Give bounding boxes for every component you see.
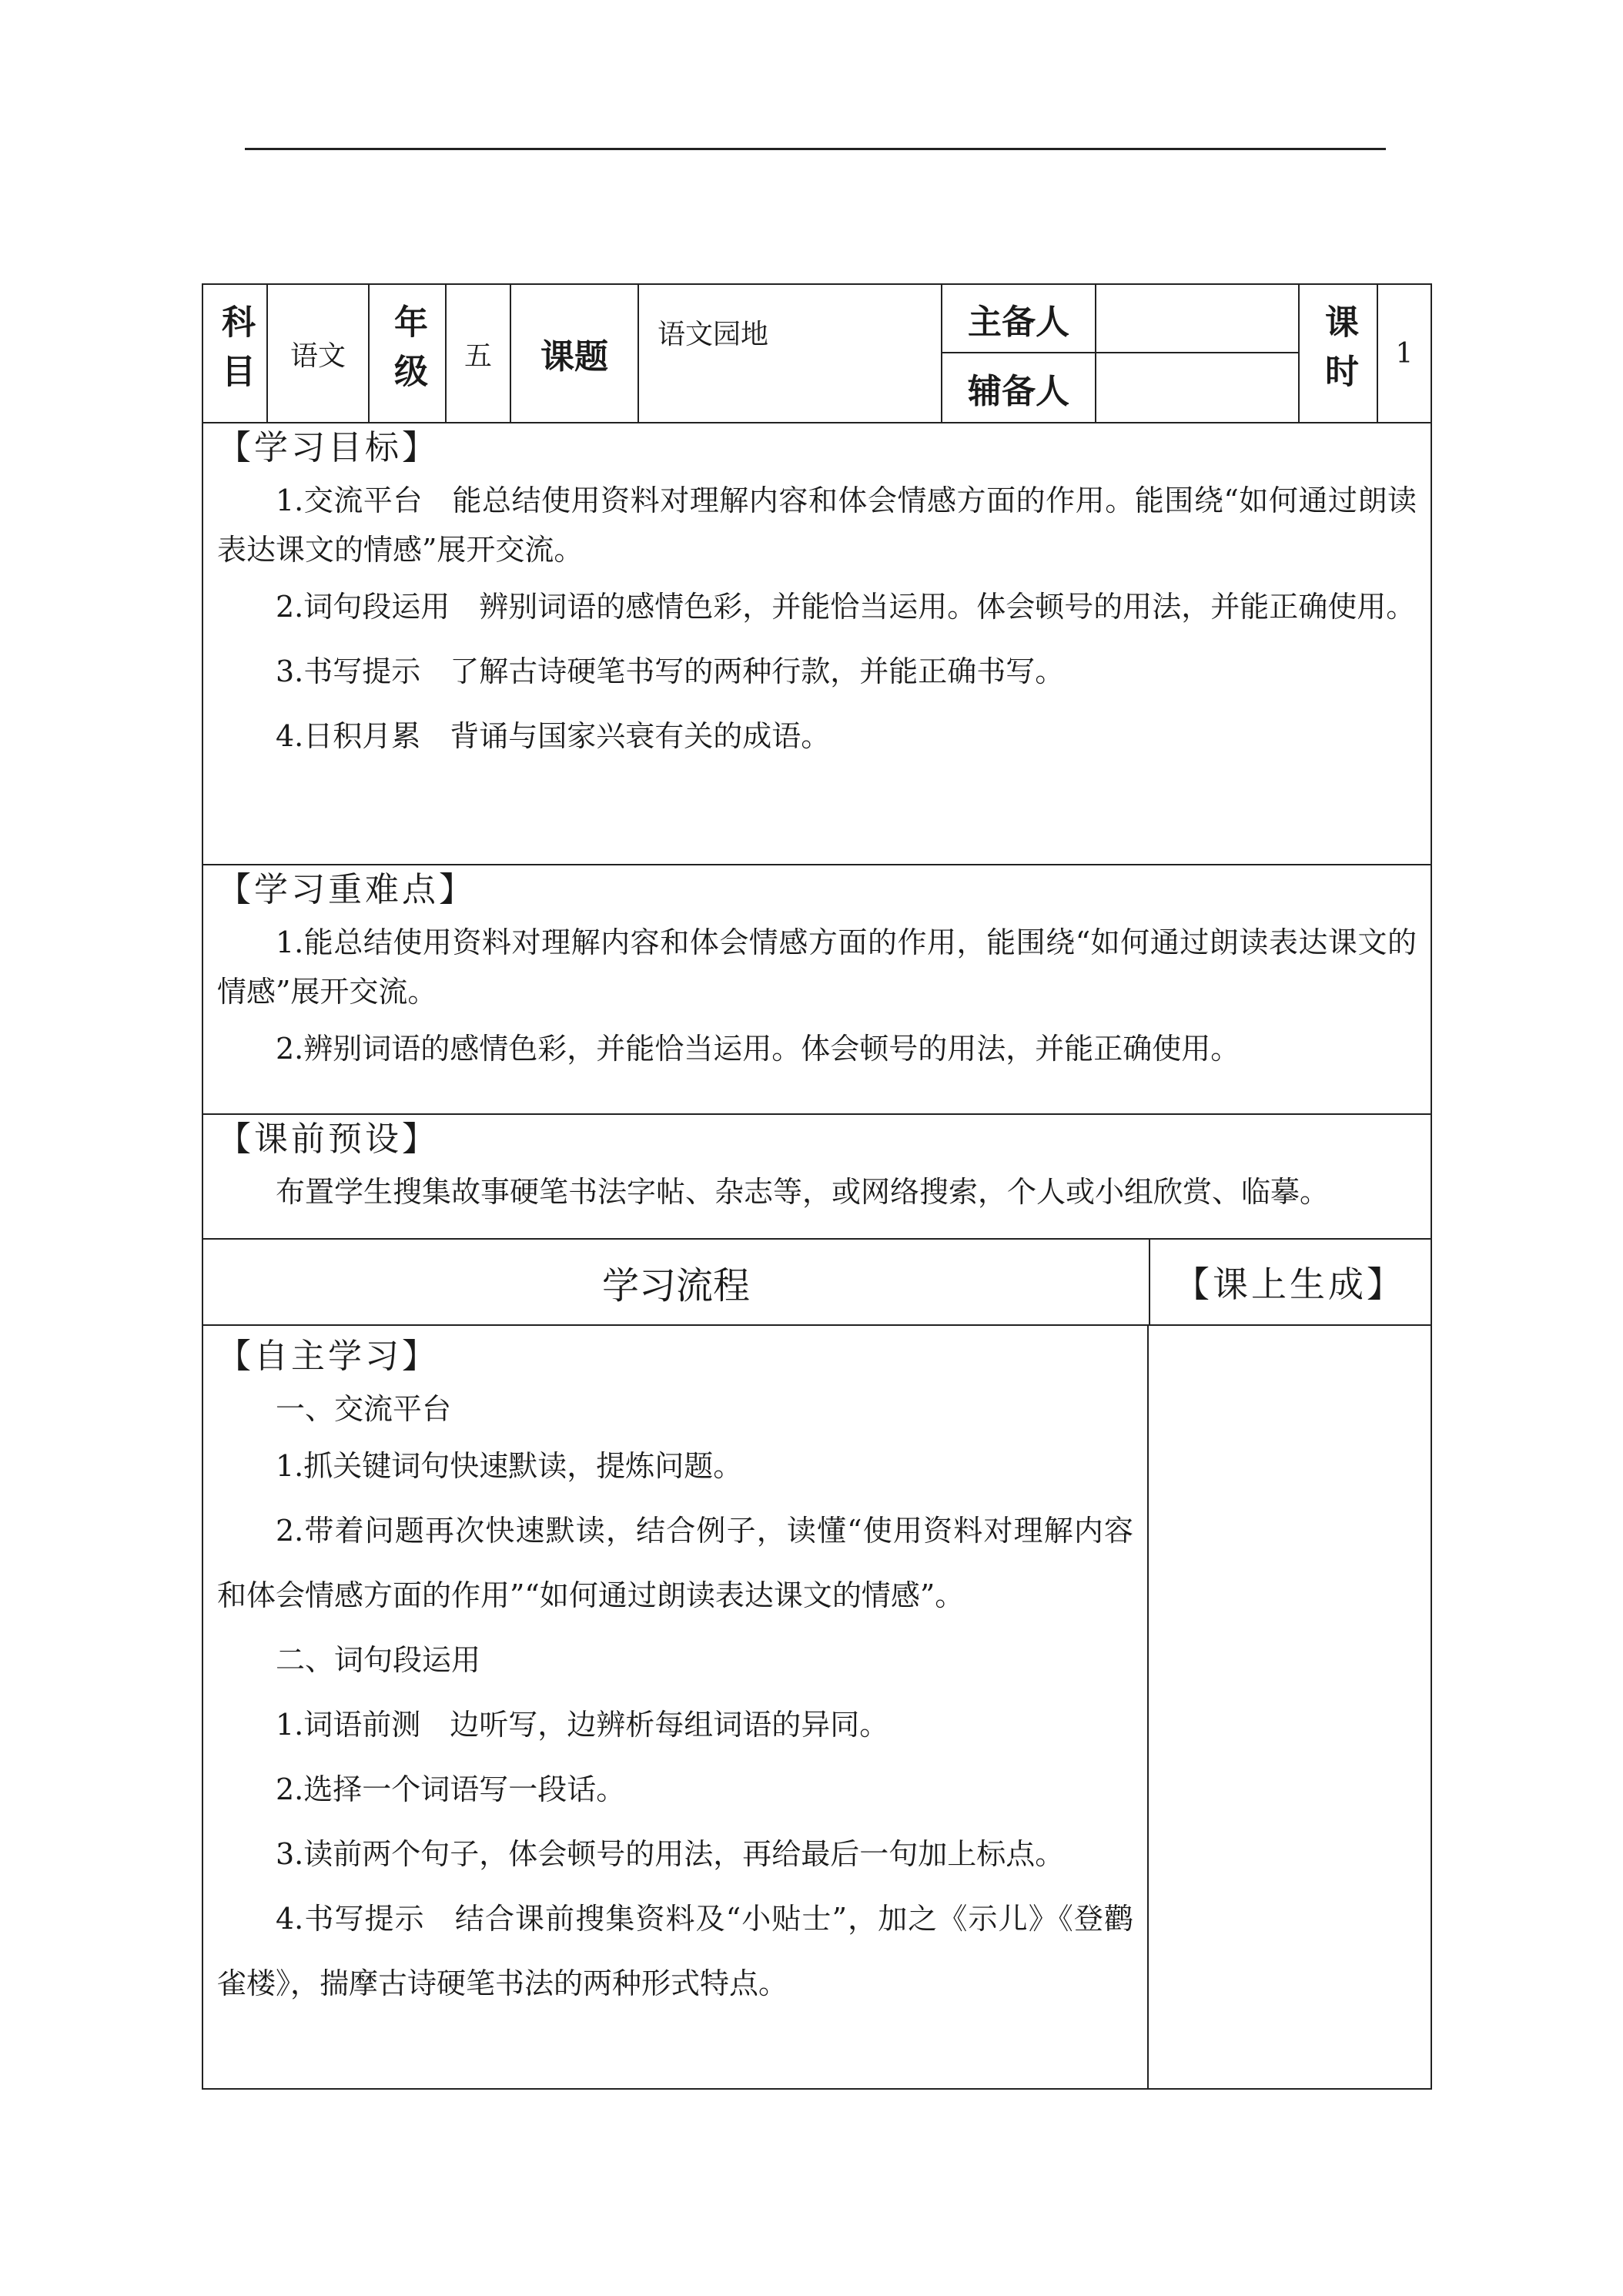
flow-line: 2.带着问题再次快速默读，结合例子，读懂“使用资料对理解内容和体会情感方面的作用”“如何通过朗读表达课文的情感”。 bbox=[217, 1514, 1133, 1612]
period-label: 课时 bbox=[1319, 304, 1358, 403]
preclass-title: 【课前预设】 bbox=[217, 1120, 439, 1159]
key-point-item: 2.辨别词语的感情色彩，并能恰当运用。体会顿号的用法，并能正确使用。 bbox=[276, 1032, 1240, 1066]
grade-label: 年级 bbox=[388, 304, 427, 403]
learning-goal-item: 4.日积月累 背诵与国家兴衰有关的成语。 bbox=[276, 719, 831, 753]
flow-body bbox=[202, 1324, 1432, 2090]
subject-label-cell bbox=[203, 285, 268, 422]
learning-goals-section bbox=[202, 423, 1432, 865]
self-study-column bbox=[203, 1326, 1149, 2088]
assist-preparer-value-cell bbox=[1096, 353, 1298, 422]
flow-line: 二、词句段运用 bbox=[276, 1643, 481, 1677]
topic-label-cell bbox=[511, 285, 639, 422]
flow-line: 2.选择一个词语写一段话。 bbox=[276, 1772, 626, 1806]
subject-value: 语文 bbox=[289, 340, 346, 372]
period-value: 1 bbox=[1395, 337, 1414, 370]
generation-title: 【课上生成】 bbox=[1174, 1263, 1405, 1305]
assist-preparer-label-cell bbox=[942, 353, 1095, 422]
main-preparer-label: 主备人 bbox=[968, 302, 1069, 342]
self-study-title: 【自主学习】 bbox=[217, 1337, 439, 1376]
period-value-cell bbox=[1378, 285, 1431, 422]
preclass-text: 布置学生搜集故事硬笔书法字帖、杂志等，或网络搜索，个人或小组欣赏、临摹。 bbox=[276, 1175, 1330, 1209]
preparer-value-cell bbox=[1096, 285, 1300, 422]
grade-value-cell bbox=[447, 285, 511, 422]
assist-preparer-label: 辅备人 bbox=[968, 371, 1069, 411]
lesson-info-row bbox=[202, 283, 1432, 423]
key-points-title: 【学习重难点】 bbox=[217, 870, 476, 909]
preclass-section bbox=[202, 1113, 1432, 1240]
header-rule bbox=[245, 148, 1386, 150]
key-points-section bbox=[202, 864, 1432, 1115]
flow-line: 一、交流平台 bbox=[276, 1392, 452, 1426]
key-point-item: 1.能总结使用资料对理解内容和体会情感方面的作用，能围绕“如何通过朗读表达课文的情感”展开交流。 bbox=[217, 925, 1417, 1009]
main-preparer-label-cell bbox=[942, 285, 1095, 353]
topic-value: 语文园地 bbox=[658, 319, 769, 350]
flow-line: 4.书写提示 结合课前搜集资料及“小贴士”，加之《示儿》《登鹳雀楼》，揣摩古诗硬笔书法的两种形式特点。 bbox=[217, 1902, 1133, 2000]
learning-goals-title: 【学习目标】 bbox=[217, 428, 439, 467]
learning-goal-item: 3.书写提示 了解古诗硬笔书写的两种行款，并能正确书写。 bbox=[276, 654, 1065, 688]
subject-value-cell bbox=[268, 285, 370, 422]
learning-goal-item: 2.词句段运用 辨别词语的感情色彩，并能恰当运用。体会顿号的用法，并能正确使用。 bbox=[276, 590, 1416, 624]
grade-value: 五 bbox=[463, 340, 492, 372]
topic-value-cell bbox=[639, 285, 942, 422]
flow-title: 学习流程 bbox=[203, 1240, 1150, 1324]
topic-label: 课题 bbox=[540, 337, 608, 377]
period-label-cell bbox=[1300, 285, 1378, 422]
flow-line: 1.词语前测 边听写，边辨析每组词语的异同。 bbox=[276, 1708, 889, 1742]
preparer-label-cell bbox=[942, 285, 1096, 422]
flow-header-row bbox=[202, 1238, 1432, 1324]
grade-label-cell bbox=[370, 285, 447, 422]
flow-line: 1.抓关键词句快速默读，提炼问题。 bbox=[276, 1449, 743, 1483]
main-preparer-value-cell bbox=[1096, 285, 1298, 353]
learning-goal-item: 1.交流平台 能总结使用资料对理解内容和体会情感方面的作用。能围绕“如何通过朗读表达课文的情感”展开交流。 bbox=[217, 484, 1417, 567]
flow-line: 3.读前两个句子，体会顿号的用法，再给最后一句加上标点。 bbox=[276, 1837, 1065, 1871]
subject-label: 科目 bbox=[216, 304, 255, 403]
